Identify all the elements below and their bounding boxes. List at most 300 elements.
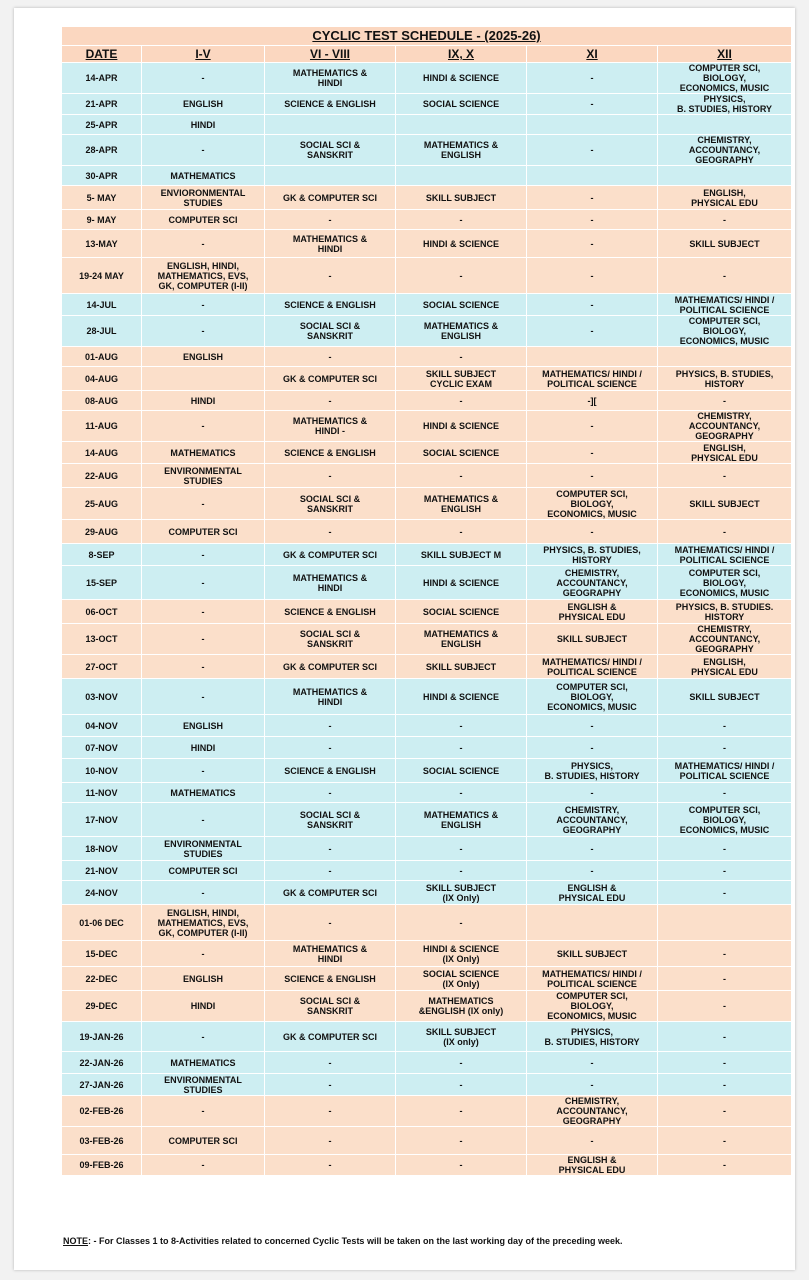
- row-cell: [658, 115, 792, 135]
- row-cell: MATHEMATICS & HINDI: [265, 566, 396, 600]
- row-date: 29-AUG: [62, 520, 142, 544]
- row-cell: -: [142, 63, 265, 94]
- row-cell: MATHEMATICS/ HINDI / POLITICAL SCIENCE: [658, 544, 792, 566]
- row-date: 21-NOV: [62, 861, 142, 881]
- row-cell: -: [527, 783, 658, 803]
- table-row: [62, 442, 792, 464]
- row-cell: -: [142, 1022, 265, 1052]
- row-cell: -: [658, 391, 792, 411]
- row-cell: -: [142, 1096, 265, 1127]
- row-cell: -: [527, 520, 658, 544]
- row-date: 28-JUL: [62, 316, 142, 347]
- row-date: 9- MAY: [62, 210, 142, 230]
- row-cell: ENVIRONMENTAL STUDIES: [142, 837, 265, 861]
- schedule-table: [61, 26, 792, 1176]
- row-cell: -: [658, 837, 792, 861]
- row-cell: PHYSICS, B. STUDIES, HISTORY: [527, 1022, 658, 1052]
- row-cell: -: [396, 520, 527, 544]
- row-cell: -: [527, 135, 658, 166]
- header-class-9-10: IX, X: [396, 46, 527, 63]
- row-cell: HINDI & SCIENCE (IX Only): [396, 941, 527, 967]
- row-cell: ENGLISH: [142, 967, 265, 991]
- row-cell: ENGLISH: [142, 94, 265, 115]
- row-date: 08-AUG: [62, 391, 142, 411]
- row-date: 19-24 MAY: [62, 258, 142, 294]
- row-cell: SCIENCE & ENGLISH: [265, 442, 396, 464]
- table-row: [62, 967, 792, 991]
- row-cell: -: [658, 737, 792, 759]
- row-cell: -: [527, 316, 658, 347]
- row-cell: MATHEMATICS & HINDI: [265, 230, 396, 258]
- row-cell: -: [142, 316, 265, 347]
- row-cell: SKILL SUBJECT (IX Only): [396, 881, 527, 905]
- row-cell: MATHEMATICS & ENGLISH: [396, 316, 527, 347]
- table-row: [62, 655, 792, 679]
- row-cell: PHYSICS, B. STUDIES, HISTORY: [527, 544, 658, 566]
- row-cell: COMPUTER SCI: [142, 520, 265, 544]
- row-cell: COMPUTER SCI: [142, 1127, 265, 1155]
- row-cell: -: [265, 715, 396, 737]
- row-date: 10-NOV: [62, 759, 142, 783]
- row-cell: CHEMISTRY, ACCOUNTANCY, GEOGRAPHY: [527, 566, 658, 600]
- row-date: 13-OCT: [62, 624, 142, 655]
- table-row: [62, 166, 792, 186]
- row-cell: [265, 115, 396, 135]
- row-cell: -: [142, 679, 265, 715]
- row-cell: COMPUTER SCI: [142, 210, 265, 230]
- row-cell: -: [527, 1074, 658, 1096]
- row-cell: ENVIRONMENTAL STUDIES: [142, 1074, 265, 1096]
- row-cell: SKILL SUBJECT: [527, 941, 658, 967]
- row-cell: ENVIRONMENTAL STUDIES: [142, 464, 265, 488]
- table-row: [62, 837, 792, 861]
- row-cell: SOCIAL SCIENCE: [396, 442, 527, 464]
- row-cell: SCIENCE & ENGLISH: [265, 967, 396, 991]
- row-cell: -: [658, 991, 792, 1022]
- row-cell: HINDI: [142, 737, 265, 759]
- row-cell: MATHEMATICS & HINDI: [265, 679, 396, 715]
- row-cell: GK & COMPUTER SCI: [265, 544, 396, 566]
- row-cell: -: [396, 1096, 527, 1127]
- row-cell: -: [142, 544, 265, 566]
- row-cell: -: [142, 566, 265, 600]
- row-date: 29-DEC: [62, 991, 142, 1022]
- row-cell: -: [658, 464, 792, 488]
- table-row: [62, 294, 792, 316]
- row-cell: SOCIAL SCIENCE: [396, 759, 527, 783]
- row-cell: ENVIORONMENTAL STUDIES: [142, 186, 265, 210]
- row-date: 27-OCT: [62, 655, 142, 679]
- row-cell: ENGLISH & PHYSICAL EDU: [527, 1155, 658, 1176]
- row-cell: -: [142, 759, 265, 783]
- row-cell: -: [396, 1127, 527, 1155]
- table-row: [62, 488, 792, 520]
- row-cell: SKILL SUBJECT: [396, 655, 527, 679]
- row-cell: HINDI & SCIENCE: [396, 679, 527, 715]
- table-row: [62, 783, 792, 803]
- header-class-11: XI: [527, 46, 658, 63]
- row-cell: -: [658, 1052, 792, 1074]
- row-cell: MATHEMATICS & ENGLISH: [396, 624, 527, 655]
- row-cell: -: [265, 520, 396, 544]
- row-cell: HINDI: [142, 991, 265, 1022]
- row-cell: SOCIAL SCI & SANSKRIT: [265, 135, 396, 166]
- row-cell: MATHEMATICS & ENGLISH: [396, 488, 527, 520]
- note-text: : - For Classes 1 to 8-Activities related to concerned Cyclic Tests will be taken on the last working day of the preceding week.: [88, 1236, 623, 1246]
- table-row: [62, 63, 792, 94]
- row-cell: SOCIAL SCI & SANSKRIT: [265, 316, 396, 347]
- row-cell: COMPUTER SCI, BIOLOGY, ECONOMICS, MUSIC: [527, 679, 658, 715]
- row-cell: MATHEMATICS: [142, 1052, 265, 1074]
- row-date: 22-DEC: [62, 967, 142, 991]
- table-row: [62, 411, 792, 442]
- row-cell: GK & COMPUTER SCI: [265, 1022, 396, 1052]
- header-row: [62, 46, 792, 63]
- row-date: 21-APR: [62, 94, 142, 115]
- row-cell: MATHEMATICS &ENGLISH (IX only): [396, 991, 527, 1022]
- row-cell: -: [658, 881, 792, 905]
- row-cell: COMPUTER SCI, BIOLOGY, ECONOMICS, MUSIC: [658, 803, 792, 837]
- row-cell: SCIENCE & ENGLISH: [265, 94, 396, 115]
- row-cell: -: [658, 783, 792, 803]
- table-row: [62, 94, 792, 115]
- row-cell: COMPUTER SCI: [142, 861, 265, 881]
- row-date: 02-FEB-26: [62, 1096, 142, 1127]
- row-cell: -: [658, 715, 792, 737]
- row-date: 15-DEC: [62, 941, 142, 967]
- row-cell: GK & COMPUTER SCI: [265, 367, 396, 391]
- row-cell: -: [658, 258, 792, 294]
- row-date: 06-OCT: [62, 600, 142, 624]
- row-cell: -: [396, 258, 527, 294]
- row-cell: HINDI & SCIENCE: [396, 566, 527, 600]
- row-date: 8-SEP: [62, 544, 142, 566]
- title-row: [62, 27, 792, 46]
- row-date: 03-NOV: [62, 679, 142, 715]
- row-cell: -: [142, 624, 265, 655]
- row-date: 27-JAN-26: [62, 1074, 142, 1096]
- row-cell: -: [142, 600, 265, 624]
- row-cell: -: [265, 1096, 396, 1127]
- row-date: 28-APR: [62, 135, 142, 166]
- row-cell: SKILL SUBJECT: [527, 624, 658, 655]
- row-cell: -: [142, 1155, 265, 1176]
- row-cell: -: [142, 230, 265, 258]
- row-date: 04-AUG: [62, 367, 142, 391]
- table-row: [62, 737, 792, 759]
- table-row: [62, 905, 792, 941]
- row-date: 5- MAY: [62, 186, 142, 210]
- row-cell: HINDI & SCIENCE: [396, 411, 527, 442]
- table-row: [62, 1155, 792, 1176]
- row-date: 11-AUG: [62, 411, 142, 442]
- row-cell: -: [396, 464, 527, 488]
- table-row: [62, 520, 792, 544]
- row-cell: MATHEMATICS: [142, 783, 265, 803]
- row-cell: -: [396, 1052, 527, 1074]
- row-cell: -: [265, 258, 396, 294]
- row-cell: -: [396, 783, 527, 803]
- header-class-1-5: I-V: [142, 46, 265, 63]
- row-cell: -: [265, 837, 396, 861]
- row-cell: -: [142, 135, 265, 166]
- row-cell: -: [527, 411, 658, 442]
- row-cell: [527, 115, 658, 135]
- row-cell: -: [658, 1155, 792, 1176]
- row-cell: -: [527, 258, 658, 294]
- row-cell: -: [396, 905, 527, 941]
- row-cell: MATHEMATICS/ HINDI / POLITICAL SCIENCE: [527, 967, 658, 991]
- row-cell: SOCIAL SCI & SANSKRIT: [265, 488, 396, 520]
- row-cell: MATHEMATICS & HINDI: [265, 941, 396, 967]
- note-label: NOTE: [63, 1236, 89, 1246]
- row-cell: [658, 347, 792, 367]
- table-row: [62, 230, 792, 258]
- row-cell: -: [265, 737, 396, 759]
- row-date: 01-AUG: [62, 347, 142, 367]
- table-row: [62, 316, 792, 347]
- row-date: 30-APR: [62, 166, 142, 186]
- row-cell: -: [658, 1074, 792, 1096]
- row-date: 09-FEB-26: [62, 1155, 142, 1176]
- row-cell: PHYSICS, B. STUDIES. HISTORY: [658, 600, 792, 624]
- row-cell: -: [396, 347, 527, 367]
- row-cell: -: [142, 881, 265, 905]
- row-cell: -: [265, 391, 396, 411]
- row-cell: SOCIAL SCIENCE (IX Only): [396, 967, 527, 991]
- row-date: 04-NOV: [62, 715, 142, 737]
- row-cell: MATHEMATICS & HINDI: [265, 63, 396, 94]
- row-cell: GK & COMPUTER SCI: [265, 655, 396, 679]
- row-cell: -: [265, 1155, 396, 1176]
- row-cell: MATHEMATICS & ENGLISH: [396, 803, 527, 837]
- table-row: [62, 624, 792, 655]
- row-cell: SOCIAL SCI & SANSKRIT: [265, 624, 396, 655]
- row-cell: [658, 905, 792, 941]
- table-row: [62, 679, 792, 715]
- row-cell: -: [658, 210, 792, 230]
- table-row: [62, 715, 792, 737]
- row-cell: MATHEMATICS/ HINDI / POLITICAL SCIENCE: [658, 759, 792, 783]
- footnote: [63, 1236, 793, 1246]
- row-cell: SKILL SUBJECT M: [396, 544, 527, 566]
- row-cell: PHYSICS, B. STUDIES, HISTORY: [527, 759, 658, 783]
- row-date: 03-FEB-26: [62, 1127, 142, 1155]
- table-row: [62, 544, 792, 566]
- row-cell: -: [265, 1074, 396, 1096]
- table-row: [62, 258, 792, 294]
- row-cell: HINDI: [142, 115, 265, 135]
- row-cell: ENGLISH: [142, 715, 265, 737]
- row-cell: ENGLISH, PHYSICAL EDU: [658, 655, 792, 679]
- row-cell: CHEMISTRY, ACCOUNTANCY, GEOGRAPHY: [658, 411, 792, 442]
- row-cell: -: [527, 861, 658, 881]
- row-cell: PHYSICS, B. STUDIES, HISTORY: [658, 94, 792, 115]
- header-class-12: XII: [658, 46, 792, 63]
- row-cell: MATHEMATICS: [142, 166, 265, 186]
- table-row: [62, 1096, 792, 1127]
- row-cell: -: [658, 1127, 792, 1155]
- row-cell: CHEMISTRY, ACCOUNTANCY, GEOGRAPHY: [527, 803, 658, 837]
- row-cell: -: [658, 1022, 792, 1052]
- row-date: 18-NOV: [62, 837, 142, 861]
- row-cell: ENGLISH & PHYSICAL EDU: [527, 600, 658, 624]
- row-cell: [527, 166, 658, 186]
- row-cell: -: [658, 967, 792, 991]
- row-cell: -: [142, 411, 265, 442]
- row-cell: -][: [527, 391, 658, 411]
- row-cell: [527, 905, 658, 941]
- row-cell: HINDI & SCIENCE: [396, 230, 527, 258]
- row-cell: -: [396, 391, 527, 411]
- row-cell: GK & COMPUTER SCI: [265, 881, 396, 905]
- row-cell: [527, 347, 658, 367]
- table-row: [62, 600, 792, 624]
- row-cell: COMPUTER SCI, BIOLOGY, ECONOMICS, MUSIC: [658, 63, 792, 94]
- row-cell: -: [527, 837, 658, 861]
- row-cell: -: [142, 803, 265, 837]
- table-row: [62, 566, 792, 600]
- row-cell: SOCIAL SCI & SANSKRIT: [265, 803, 396, 837]
- row-cell: [142, 367, 265, 391]
- row-cell: -: [658, 520, 792, 544]
- row-cell: SCIENCE & ENGLISH: [265, 294, 396, 316]
- row-date: 22-AUG: [62, 464, 142, 488]
- row-cell: CHEMISTRY, ACCOUNTANCY, GEOGRAPHY: [658, 135, 792, 166]
- header-class-6-8: VI - VIII: [265, 46, 396, 63]
- table-row: [62, 881, 792, 905]
- row-cell: MATHEMATICS: [142, 442, 265, 464]
- row-date: 11-NOV: [62, 783, 142, 803]
- table-row: [62, 391, 792, 411]
- row-cell: MATHEMATICS & ENGLISH: [396, 135, 527, 166]
- row-cell: -: [527, 737, 658, 759]
- row-cell: PHYSICS, B. STUDIES, HISTORY: [658, 367, 792, 391]
- row-cell: -: [527, 63, 658, 94]
- table-row: [62, 759, 792, 783]
- row-cell: GK & COMPUTER SCI: [265, 186, 396, 210]
- row-cell: -: [658, 1096, 792, 1127]
- row-cell: SKILL SUBJECT: [396, 186, 527, 210]
- row-cell: HINDI: [142, 391, 265, 411]
- row-cell: COMPUTER SCI, BIOLOGY, ECONOMICS, MUSIC: [658, 316, 792, 347]
- row-cell: -: [265, 464, 396, 488]
- row-cell: -: [265, 347, 396, 367]
- row-cell: [396, 166, 527, 186]
- table-row: [62, 1022, 792, 1052]
- row-cell: -: [396, 737, 527, 759]
- row-date: 22-JAN-26: [62, 1052, 142, 1074]
- row-cell: MATHEMATICS/ HINDI / POLITICAL SCIENCE: [658, 294, 792, 316]
- row-cell: -: [527, 210, 658, 230]
- row-cell: -: [396, 210, 527, 230]
- row-cell: SKILL SUBJECT: [658, 230, 792, 258]
- row-cell: ENGLISH, HINDI, MATHEMATICS, EVS, GK, COMPUTER (I-II): [142, 258, 265, 294]
- row-cell: MATHEMATICS/ HINDI / POLITICAL SCIENCE: [527, 367, 658, 391]
- row-cell: COMPUTER SCI, BIOLOGY, ECONOMICS, MUSIC: [658, 566, 792, 600]
- row-cell: -: [265, 783, 396, 803]
- row-cell: -: [527, 442, 658, 464]
- row-cell: -: [527, 230, 658, 258]
- row-cell: SOCIAL SCIENCE: [396, 94, 527, 115]
- row-cell: -: [265, 1127, 396, 1155]
- table-row: [62, 991, 792, 1022]
- table-row: [62, 186, 792, 210]
- row-date: 19-JAN-26: [62, 1022, 142, 1052]
- table-row: [62, 464, 792, 488]
- row-cell: CHEMISTRY, ACCOUNTANCY, GEOGRAPHY: [527, 1096, 658, 1127]
- document-sheet: [14, 8, 795, 1270]
- table-row: [62, 347, 792, 367]
- row-date: 24-NOV: [62, 881, 142, 905]
- row-cell: -: [265, 210, 396, 230]
- row-cell: -: [265, 1052, 396, 1074]
- row-cell: HINDI & SCIENCE: [396, 63, 527, 94]
- schedule-title: CYCLIC TEST SCHEDULE - (2025-26): [62, 27, 792, 46]
- row-cell: -: [265, 861, 396, 881]
- row-date: 14-JUL: [62, 294, 142, 316]
- row-cell: CHEMISTRY, ACCOUNTANCY, GEOGRAPHY: [658, 624, 792, 655]
- row-cell: COMPUTER SCI, BIOLOGY, ECONOMICS, MUSIC: [527, 488, 658, 520]
- row-cell: -: [396, 861, 527, 881]
- row-cell: -: [527, 1127, 658, 1155]
- row-date: 15-SEP: [62, 566, 142, 600]
- row-date: 01-06 DEC: [62, 905, 142, 941]
- row-cell: SOCIAL SCIENCE: [396, 294, 527, 316]
- table-row: [62, 115, 792, 135]
- row-cell: ENGLISH & PHYSICAL EDU: [527, 881, 658, 905]
- row-cell: -: [396, 1074, 527, 1096]
- row-cell: -: [527, 186, 658, 210]
- table-row: [62, 1052, 792, 1074]
- row-cell: -: [142, 655, 265, 679]
- row-cell: ENGLISH, PHYSICAL EDU: [658, 186, 792, 210]
- row-cell: -: [142, 294, 265, 316]
- row-cell: -: [396, 837, 527, 861]
- row-cell: SKILL SUBJECT (IX only): [396, 1022, 527, 1052]
- row-cell: MATHEMATICS/ HINDI / POLITICAL SCIENCE: [527, 655, 658, 679]
- row-date: 25-AUG: [62, 488, 142, 520]
- row-date: 17-NOV: [62, 803, 142, 837]
- row-cell: -: [142, 941, 265, 967]
- row-cell: SOCIAL SCIENCE: [396, 600, 527, 624]
- header-date: DATE: [62, 46, 142, 63]
- row-cell: -: [527, 94, 658, 115]
- row-cell: -: [658, 941, 792, 967]
- row-cell: SOCIAL SCI & SANSKRIT: [265, 991, 396, 1022]
- row-cell: SKILL SUBJECT: [658, 679, 792, 715]
- row-date: 07-NOV: [62, 737, 142, 759]
- row-cell: ENGLISH, PHYSICAL EDU: [658, 442, 792, 464]
- row-cell: -: [658, 861, 792, 881]
- row-cell: ENGLISH, HINDI, MATHEMATICS, EVS, GK, COMPUTER (I-II): [142, 905, 265, 941]
- row-date: 14-APR: [62, 63, 142, 94]
- row-cell: [658, 166, 792, 186]
- table-row: [62, 210, 792, 230]
- row-cell: -: [527, 294, 658, 316]
- table-row: [62, 803, 792, 837]
- row-cell: -: [527, 1052, 658, 1074]
- row-cell: SCIENCE & ENGLISH: [265, 759, 396, 783]
- row-cell: -: [265, 905, 396, 941]
- row-cell: COMPUTER SCI, BIOLOGY, ECONOMICS, MUSIC: [527, 991, 658, 1022]
- row-cell: -: [396, 1155, 527, 1176]
- row-cell: SCIENCE & ENGLISH: [265, 600, 396, 624]
- row-cell: ENGLISH: [142, 347, 265, 367]
- row-date: 14-AUG: [62, 442, 142, 464]
- row-cell: [265, 166, 396, 186]
- table-row: [62, 1074, 792, 1096]
